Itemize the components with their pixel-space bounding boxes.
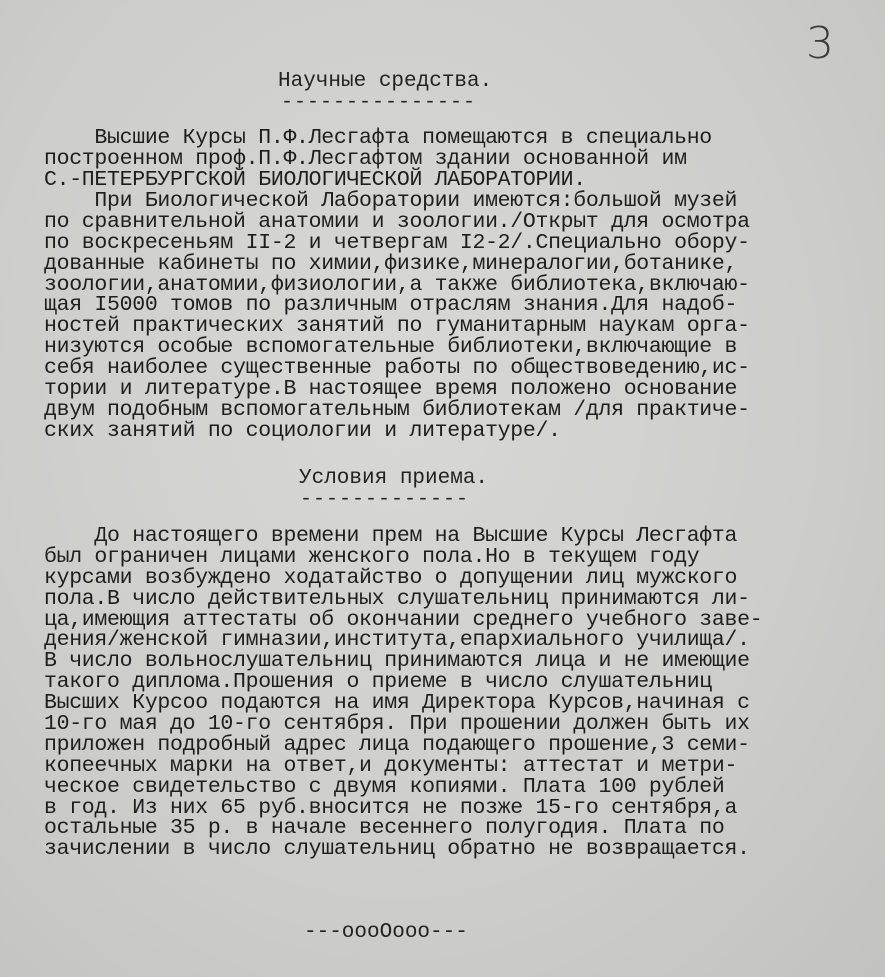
text-line: С.-ПЕТЕРБУРГСКОЙ БИОЛОГИЧЕСКОЙ ЛАБОРАТОРИИ.	[44, 167, 586, 192]
heading-underline: ---------------	[281, 91, 477, 114]
text-line: низуются особые вспомогательные библиотеки,включающие в	[44, 335, 738, 360]
text-line: такого диплома.Прошения о приеме в число слушательниц	[44, 670, 712, 695]
text-line: 10-го мая до 10-го сентября. При прошении должен быть их	[44, 712, 750, 737]
section-heading-admission-conditions: Условия приема.	[299, 467, 489, 490]
text-line: по воскресеньям II-2 и четвергам I2-2/.Специально обору-	[44, 230, 750, 255]
text-line: Высших Курсоо подаются на имя Директора Курсов,начиная с	[44, 691, 750, 716]
text-line: курсами возбуждено ходатайство о допущении лиц мужского	[44, 565, 738, 590]
text-line: был ограничен лицами женского пола.Но в текущем году	[44, 544, 700, 569]
text-line: копеечных марки на ответ,и документы: аттестат и метри-	[44, 753, 738, 778]
text-line: ских занятий по социологии и литературе/.	[44, 418, 561, 443]
text-line: В число вольнослушательниц принимаются лица и не имеющие	[44, 649, 750, 674]
text-line: себя наиболее существенные работы по обществоведению,ис-	[44, 356, 750, 381]
closing-ornament: ---oooOooo---	[304, 921, 468, 944]
text-line: ческое свидетельство с двумя копиями. Плата 100 рублей	[44, 774, 725, 799]
text-line: пола.В число действительных слушательниц принимаются ли-	[44, 586, 750, 611]
text-line: двум подобным вспомогательным библиотекам /для практиче-	[44, 397, 750, 422]
page-number: 3	[806, 18, 834, 69]
text-line: дованные кабинеты по химии,физике,минералогии,ботанике,	[44, 251, 738, 276]
text-line: тории и литературе.В настоящее время положено основание	[44, 377, 738, 402]
text-line: дения/женской гимназии,института,епархиального училища/.	[44, 628, 750, 653]
heading-underline: -------------	[300, 488, 470, 511]
paragraph-laboratory-facilities	[44, 191, 884, 442]
text-line: построенном проф.П.Ф.Лесгафтом здании основанной им	[44, 146, 687, 171]
text-line: приложен подробный адрес лица подающего прошение,3 семи-	[44, 732, 750, 757]
paragraph-admission-rules	[44, 526, 884, 860]
text-line: До настоящего времени прем на Высшие Курсы Лесгафта	[44, 524, 738, 548]
text-line: ностей практических занятий по гуманитарным наукам орга-	[44, 314, 750, 339]
text-line: зачислении в число слушательниц обратно не возвращается.	[44, 837, 750, 862]
text-line: щая I5000 томов по различным отраслям знания.Для надоб-	[44, 293, 738, 318]
text-line: При Биологической Лаборатории имеются:большой музей	[44, 189, 738, 213]
paragraph-courses-building	[44, 128, 884, 191]
text-line: остальные 35 р. в начале весеннего полугодия. Плата по	[44, 816, 725, 841]
text-line: зоологии,анатомии,физиологии,а также библиотека,включаю-	[44, 272, 750, 297]
text-line: Высшие Курсы П.Ф.Лесгафта помещаются в специально	[44, 126, 712, 150]
text-line: в год. Из них 65 руб.вносится не позже 15-го сентября,а	[44, 795, 738, 820]
section-heading-scientific-resources: Научные средства.	[278, 70, 493, 93]
text-line: ца,имеющия аттестаты об окончании среднего учебного заве-	[44, 607, 763, 632]
text-line: по сравнительной анатомии и зоологии./Открыт для осмотра	[44, 209, 750, 234]
